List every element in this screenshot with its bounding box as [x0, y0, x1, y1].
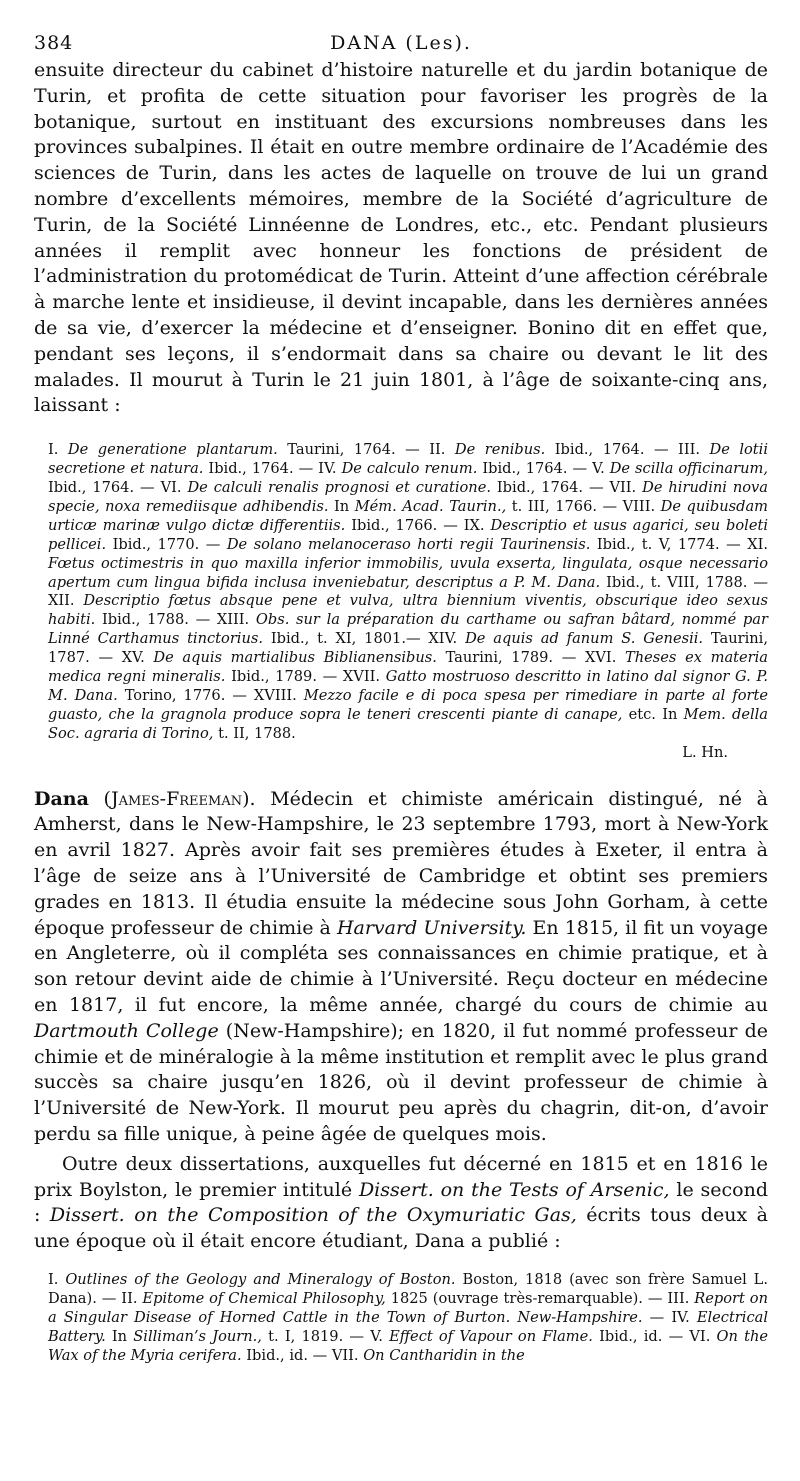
reference-title: Electrical Battery.: [48, 1308, 768, 1345]
entry-text: (New-Hampshire); en 1820, il fut nommé professeur de chimie et de minéralogie à la même institution et remplit avec le plus grand succès sa chaire jusqu’en 1826, où il devint professeur de chimie à l’Université de New-York. Il mourut peu après du chagrin, dit-on, d’avoir perdu sa fille unique, à peine âgée de quelques mois.: [34, 1019, 769, 1145]
reference-title: Gatto mostruoso descritto in latino dal signor G. P. M. Dana.: [48, 668, 769, 704]
reference-title: Mezzo facile e di poca spesa per rimediare in parte al forte guasto, che la gragnola produce sopra le teneri crescenti piante di canape,: [48, 686, 768, 723]
reference-text: Ibid., 1764. — V.: [477, 460, 610, 478]
reference-text: Ibid., id. — VI.: [592, 1327, 717, 1345]
reference-text: Ibid., id. — VII.: [241, 1346, 364, 1364]
reference-title: De hirudini nova specie, noxa remediisque adhibendis.: [48, 478, 768, 515]
reference-title: De scilla officinarum,: [609, 460, 768, 478]
institution-name: Harvard University.: [336, 916, 527, 939]
reference-title: De solano melanoceraso horti regii Taurinensis.: [226, 535, 591, 553]
reference-title: On the Wax of the Myria cerifera.: [48, 1327, 769, 1364]
reference-text: Ibid., 1788. — XIII.: [95, 611, 256, 629]
reference-title: De aquis martialibus Biblianensibus.: [153, 649, 437, 667]
reference-text: Ibid., 1764. — IV.: [203, 460, 342, 478]
reference-text: Ibid., t. V, 1774. — XI.: [590, 535, 768, 553]
reference-text: t. II, 1788.: [213, 724, 296, 742]
reference-title: Epitome of Chemical Philosophy,: [142, 1289, 386, 1307]
reference-title: De aquis ad fanum S. Genesii.: [465, 630, 704, 648]
reference-text: Ibid., t. VIII, 1788. — XII.: [48, 573, 768, 610]
bibliography-list: [48, 441, 768, 742]
reference-text: Ibid., 1789. — XVII.: [225, 668, 386, 686]
reference-text: Taurini, 1764. — II.: [277, 441, 455, 459]
running-head: [34, 28, 768, 58]
bibliography-dana-james-freeman: [48, 1271, 768, 1366]
reference-title: Obs. sur la préparation du carthame ou safran bâtard, nommé par Linné Carthamus tinctorius.: [48, 611, 768, 648]
reference-title: De calculi renalis prognosi et curatione.: [187, 478, 491, 496]
institution-name: Dartmouth College: [34, 1019, 219, 1042]
entry-text: écrits tous deux à une époque où il était encore étudiant, Dana a publié :: [34, 1204, 768, 1253]
running-title: DANA (Les).: [330, 32, 472, 54]
reference-text: Ibid., 1770. —: [106, 535, 227, 553]
reference-title: Theses ex materia medica regni mineralis.: [48, 649, 768, 686]
entry-text: Outre deux dissertations, auxquelles fut décerné en 1815 et en 1816 le prix Boylston, le premier intitulé: [34, 1152, 768, 1201]
reference-title: De renibus.: [454, 441, 546, 459]
reference-text: — IV.: [642, 1308, 697, 1326]
reference-text: In: [328, 497, 355, 515]
reference-text: etc. In: [622, 705, 684, 723]
reference-text: Boston, 1818 (avec son frère Samuel L. Dana). — II.: [48, 1270, 769, 1307]
reference-text: I.: [48, 441, 68, 459]
reference-title: Outlines of the Geology and Mineralogy of Boston.: [65, 1270, 456, 1288]
reference-title: Fœtus octimestris in quo maxilla inferior immobilis, uvula exserta, lingulata, osque necessario apertum cum lingua bifida inclusa inveniebatur, descriptus a P. M. Dana.: [48, 554, 768, 591]
reference-text: Ibid., 1764. — VI.: [48, 478, 188, 496]
headword-name: (James-Freeman).: [88, 787, 256, 810]
reference-title: Report on a Singular Disease of Horned Cattle in the Town of Burton. New-Hampshire.: [48, 1289, 768, 1326]
work-title: Dissert. on the Composition of the Oxymuriatic Gas,: [49, 1204, 577, 1227]
reference-text: t. I, 1819. — V.: [261, 1327, 390, 1345]
reference-title: On Cantharidin in the: [363, 1346, 525, 1364]
reference-title: De lotii secretione et natura.: [48, 441, 768, 478]
reference-text: t. III, 1766. — VIII.: [506, 497, 661, 515]
reference-title: Silliman’s Journ.,: [133, 1327, 262, 1345]
reference-text: Ibid., 1764. — VII.: [490, 478, 643, 496]
entry-text: En 1815, il fit un voyage en Angleterre, où il compléta ses connaissances en chimie pratique, et à son retour devint aide de chimie à l’Université. Reçu docteur en médecine en 1817, il fut encore, la même année, chargé du cours de chimie au: [34, 916, 768, 1016]
bibliography-list: [48, 1271, 768, 1364]
reference-title: Descriptio fœtus absque pene et vulva, ultra biennium viventis, obscurique ideo sexus habiti.: [48, 592, 768, 629]
reference-text: 1825 (ouvrage très-remarquable). — III.: [385, 1289, 695, 1307]
reference-title: Effect of Vapour on Flame.: [389, 1327, 593, 1345]
entry-dana-les-continuation: ensuite directeur du cabinet d’histoire naturelle et du jardin botanique de Turin, et profita de cette situation pour favoriser les progrès de la botanique, surtout en instituant des excursions nombreuses dans les provinces subalpines. Il était en outre membre ordinaire de l’Académie des sciences de Turin, dans les actes de laquelle on trouve de lui un grand nombre d’excellents mémoires, membre de la Société d’agriculture de Turin, de la Société Linnéenne de Londres, etc., etc. Pendant plusieurs années il remplit avec honneur les fonctions de président de l’administration du protomédicat de Turin. Atteint d’une affection cérébrale à marche lente et insidieuse, il devint incapable, dans les dernières années de sa vie, d’exercer la médecine et d’enseigner. Bonino dit en effet que, pendant ses leçons, il s’endormait dans sa chaire ou devant le lit des malades. Il mourut à Turin le 21 juin 1801, à l’âge de soixante-cinq ans, laissant :: [34, 59, 768, 417]
reference-title: De quibusdam urticæ marinæ vulgo dictæ differentiis.: [48, 497, 768, 534]
headword-initial: Dana: [34, 787, 89, 810]
reference-text: I.: [48, 1270, 66, 1288]
work-title: Dissert. on the Tests of Arsenic,: [358, 1178, 670, 1201]
reference-text: Taurini, 1787. — XV.: [48, 630, 768, 667]
reference-text: Ibid., 1766. — IX.: [345, 516, 491, 534]
reference-text: In: [105, 1327, 134, 1345]
reference-title: Mém. Acad. Taurin.,: [354, 497, 507, 515]
entry-dana-james-freeman: [34, 787, 768, 1148]
author-signature: L. Hn.: [682, 743, 728, 761]
entry-text: le second :: [34, 1178, 768, 1227]
bibliography-dana-les: [48, 441, 768, 762]
reference-text: Torino, 1776. — XVIII.: [117, 686, 304, 704]
reference-title: Mem. della Soc. agraria di Torino,: [48, 705, 768, 742]
entry-dana-works-intro: [34, 1152, 768, 1255]
reference-title: De calculo renum.: [341, 460, 478, 478]
reference-title: De generatione plantarum.: [67, 441, 278, 459]
page-number: 384: [34, 32, 74, 54]
reference-title: Descriptio et usus agarici, seu boleti pellicei.: [48, 516, 768, 553]
reference-text: Taurini, 1789. — XVI.: [436, 649, 626, 667]
reference-text: Ibid., 1764. — III.: [545, 441, 710, 459]
entry-text: Médecin et chimiste américain distingué, né à Amherst, dans le New-Hampshire, le 23 septembre 1793, mort à New-York en avril 1827. Après avoir fait ses premières études à Exeter, il entra à l’âge de seize ans à l’Université de Cambridge et obtint ses premiers grades en 1813. Il étudia ensuite la médecine sous John Gorham, à cette époque professeur de chimie à: [34, 787, 768, 939]
reference-text: Ibid., t. XI, 1801.— XIV.: [263, 630, 466, 648]
